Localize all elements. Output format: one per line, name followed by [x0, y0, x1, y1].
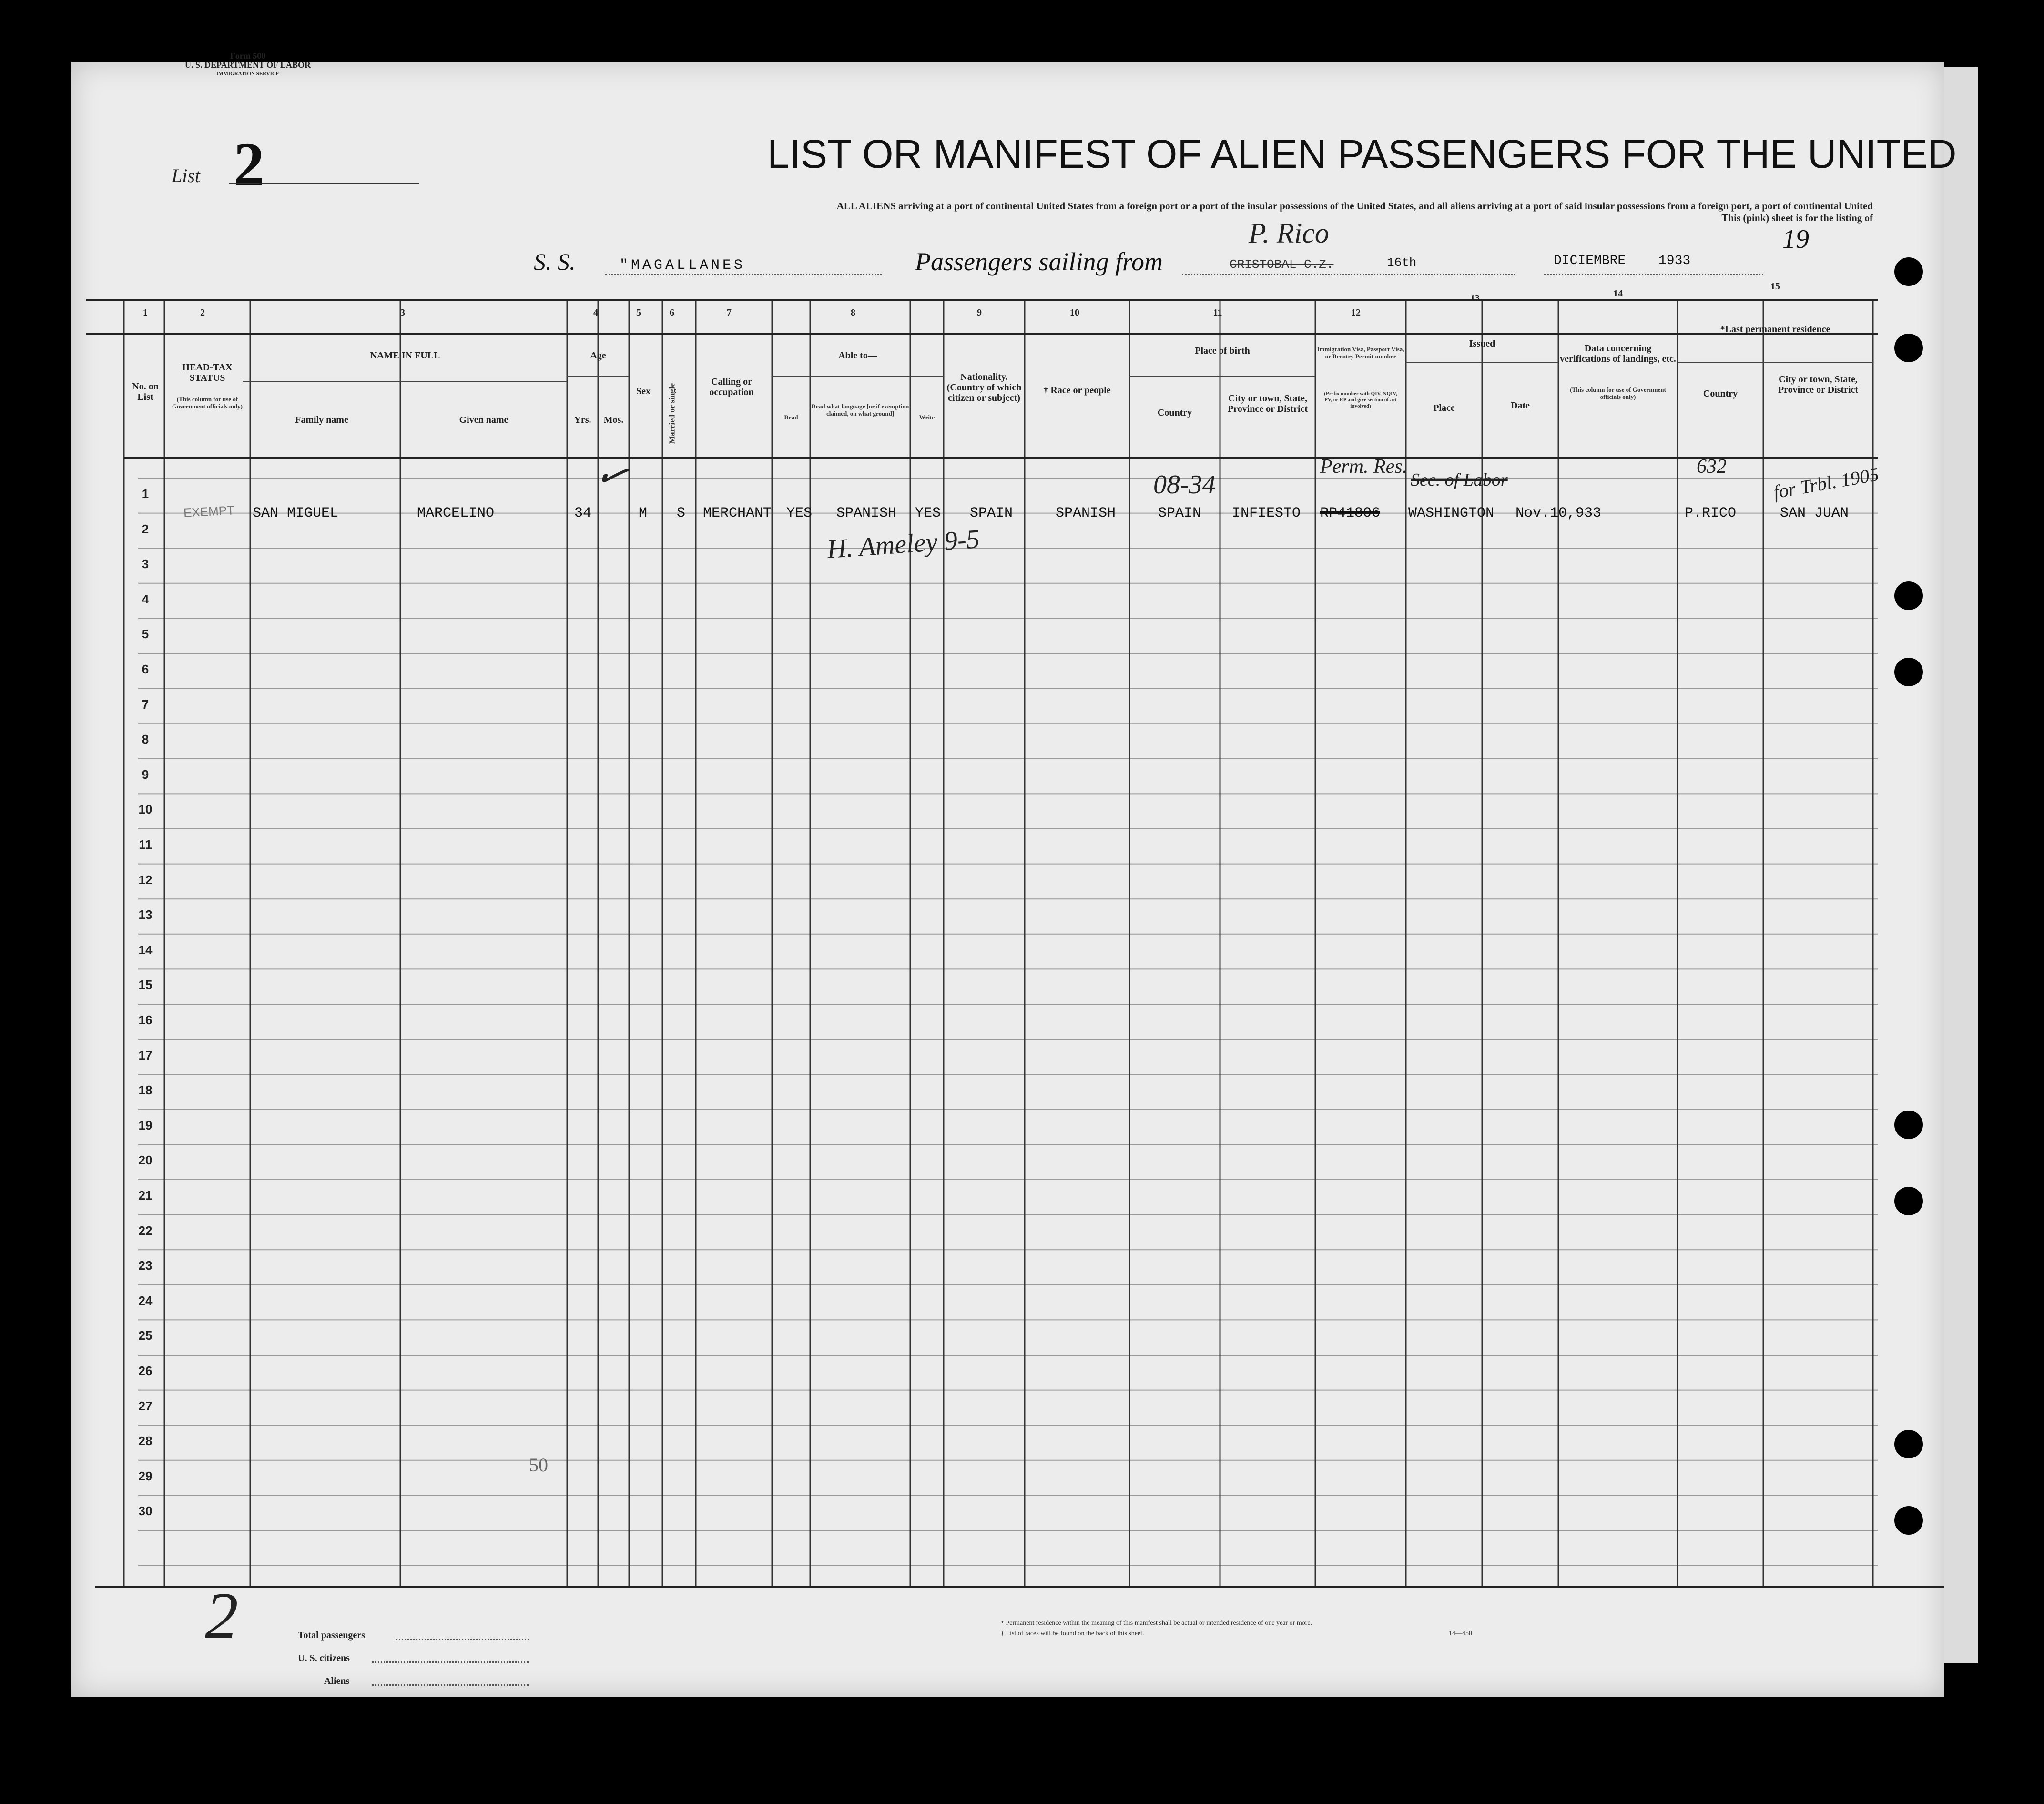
colnum-15: 15: [1770, 281, 1780, 292]
list-number: 2: [234, 130, 264, 199]
punch-hole: [1894, 581, 1923, 610]
birth-city: INFIESTO: [1232, 505, 1301, 521]
sailing-from-label: Passengers sailing from: [915, 247, 1163, 276]
race: SPANISH: [1056, 505, 1116, 521]
can-write: YES: [915, 505, 941, 521]
header-residence-country: Country: [1703, 388, 1738, 399]
colnum-8: 8: [851, 307, 855, 318]
colnum-1: 1: [143, 307, 148, 318]
row-number: 26: [138, 1364, 153, 1378]
colnum-3: 3: [400, 307, 405, 318]
header-married: Married or single: [667, 383, 677, 444]
row-number: 17: [138, 1048, 153, 1062]
birth-country: SPAIN: [1158, 505, 1201, 521]
sailing-year: 1933: [1658, 254, 1691, 268]
header-no-on-list: No. on List: [132, 381, 159, 402]
row-number: 22: [138, 1223, 153, 1238]
header-head-tax-note: (This column for use of Government officials only): [172, 396, 243, 410]
colnum-5: 5: [636, 307, 641, 318]
header-birth-city: City or town, State, Province or District: [1227, 393, 1308, 414]
row-number: 24: [138, 1293, 153, 1308]
visa-annotation: Perm. Res.: [1320, 456, 1408, 478]
header-landings-note: (This column for use of Government officials only): [1570, 386, 1666, 400]
header-visa-note: (Prefix number with QIV, NQIV, PV, or RP and give section of act involved): [1324, 391, 1397, 409]
sailing-day: 16th: [1387, 255, 1417, 270]
footnote-permanent-residence: * Permanent residence within the meaning of this manifest shall be actual or intended residence of one year or more.: [1001, 1620, 1312, 1627]
subtitle-line-2: This (pink) sheet is for the listing of: [1721, 212, 1873, 224]
aliens-line: [372, 1684, 529, 1686]
header-read-language: Read what language [or if exemption claimed, on what ground]: [811, 403, 909, 417]
form-number: Form 500: [230, 51, 266, 61]
row-number: 29: [138, 1468, 153, 1483]
header-place-of-birth: Place of birth: [1195, 346, 1250, 356]
row-number: 27: [138, 1398, 153, 1413]
given-name: MARCELINO: [417, 505, 495, 521]
punch-hole: [1894, 334, 1923, 362]
row-number: 3: [142, 557, 149, 571]
check-mark: ✓: [589, 450, 634, 501]
colnum-6: 6: [670, 307, 674, 318]
header-landings: Data concerning verifications of landings, etc.: [1560, 343, 1676, 364]
row-number: 14: [138, 942, 153, 957]
head-tax-status: EXEMPT: [183, 503, 235, 520]
punch-hole: [1894, 1506, 1923, 1535]
row-number: 8: [142, 732, 149, 747]
punch-hole: [1894, 658, 1923, 686]
row-number: 15: [138, 978, 153, 992]
us-citizens-label: U. S. citizens: [298, 1653, 350, 1663]
header-family-name: Family name: [295, 415, 348, 425]
total-passengers-label: Total passengers: [298, 1630, 365, 1641]
row-number: 19: [138, 1118, 153, 1132]
birth-date-annotation: 08-34: [1153, 470, 1216, 499]
sex: M: [639, 505, 648, 521]
header-residence-city: City or town, State, Province or District: [1778, 374, 1859, 395]
port-handwritten: P. Rico: [1249, 217, 1329, 249]
year-prefix: 19: [1782, 224, 1809, 254]
row-number: 30: [138, 1504, 153, 1519]
header-read: Read: [784, 414, 798, 421]
header-head-tax: HEAD-TAX STATUS: [182, 362, 233, 383]
punch-hole: [1894, 257, 1923, 286]
row-number: 28: [138, 1434, 153, 1448]
list-label: List: [172, 165, 201, 186]
row-number: 25: [138, 1328, 153, 1343]
age-years: 34: [574, 505, 592, 521]
language-annotation: H. Ameley 9-5: [826, 524, 981, 565]
row-number: 5: [142, 627, 149, 642]
row-number: 2: [142, 521, 149, 536]
row-number: 21: [138, 1188, 153, 1203]
sailing-month: DICIEMBRE: [1554, 254, 1626, 268]
header-write: Write: [919, 414, 935, 421]
subtitle-line-1: ALL ALIENS arriving at a port of continental United States from a foreign port or a port of the insular possessions of the United States, and all aliens arriving at a port of said insular possessions from a foreign port, a port of continental United: [836, 200, 1873, 212]
row-number: 1: [142, 487, 149, 501]
row-number: 7: [142, 697, 149, 712]
header-birth-country: Country: [1157, 408, 1192, 418]
header-age: Age: [590, 350, 606, 361]
row-number: 18: [138, 1083, 153, 1098]
header-race: † Race or people: [1043, 385, 1111, 396]
row-number: 20: [138, 1153, 153, 1168]
issued-date: Nov.10,933: [1515, 505, 1602, 521]
colnum-2: 2: [200, 307, 205, 318]
colnum-14: 14: [1613, 288, 1623, 299]
read-language: SPANISH: [836, 505, 897, 521]
colnum-7: 7: [727, 307, 732, 318]
residence-annotation-1: 632: [1697, 456, 1727, 478]
row-number: 9: [142, 767, 149, 782]
punch-hole: [1894, 1430, 1923, 1458]
margin-mark: 2: [205, 1579, 238, 1653]
header-nationality: Nationality. (Country of which citizen or subject): [946, 372, 1022, 403]
row-number: 6: [142, 662, 149, 676]
punch-hole: [1894, 1187, 1923, 1215]
header-calling: Calling or occupation: [709, 377, 754, 397]
colnum-4: 4: [593, 307, 598, 318]
residence-country: P.RICO: [1685, 505, 1737, 521]
residence-annotation-2: for Trbl. 1905: [1771, 463, 1881, 503]
visa-number: RP41806: [1320, 505, 1381, 521]
row-number: 13: [138, 907, 153, 922]
family-name: SAN MIGUEL: [253, 505, 339, 521]
row-number: 23: [138, 1258, 153, 1273]
header-sex: Sex: [636, 386, 651, 397]
colnum-12: 12: [1351, 307, 1361, 318]
department-name: U. S. DEPARTMENT OF LABOR: [184, 60, 311, 70]
colnum-10: 10: [1070, 307, 1079, 318]
header-age-years: Yrs.: [574, 415, 591, 425]
marital-status: S: [677, 505, 686, 521]
colnum-9: 9: [977, 307, 982, 318]
service-name: IMMIGRATION SERVICE: [216, 71, 280, 77]
page-title: LIST OR MANIFEST OF ALIEN PASSENGERS FOR THE UNITED: [767, 132, 1957, 176]
nationality: SPAIN: [970, 505, 1013, 521]
stamp-number: 50: [529, 1454, 548, 1476]
footnote-races: † List of races will be found on the back of this sheet.: [1001, 1630, 1144, 1637]
header-issued-place: Place: [1433, 403, 1455, 413]
row-number: 10: [138, 802, 153, 817]
row-number: 11: [139, 837, 152, 852]
header-name-in-full: NAME IN FULL: [370, 350, 440, 361]
colnum-13: 13: [1470, 293, 1480, 304]
header-visa: Immigration Visa, Passport Visa, or Reentry Permit number: [1317, 346, 1404, 360]
issued-annotation: Sec. of Labor: [1411, 470, 1508, 490]
ss-label: S. S.: [534, 248, 576, 275]
row-number: 4: [142, 591, 149, 606]
us-citizens-line: [372, 1661, 529, 1663]
colnum-11: 11: [1213, 307, 1222, 318]
total-passengers-line: [396, 1639, 529, 1640]
row-number: 12: [138, 872, 153, 887]
ship-name: "MAGALLANES: [620, 257, 746, 274]
form-code: 14—450: [1449, 1630, 1472, 1637]
aliens-label: Aliens: [324, 1676, 350, 1686]
port-typed: CRISTOBAL C.Z.: [1230, 257, 1334, 272]
row-number: 16: [138, 1013, 153, 1027]
header-able-to: Able to—: [838, 350, 877, 361]
header-given-name: Given name: [459, 415, 508, 425]
residence-city: SAN JUAN: [1780, 505, 1849, 521]
header-age-months: Mos.: [603, 415, 624, 425]
header-issued-date: Date: [1511, 400, 1530, 411]
issued-place: WASHINGTON: [1408, 505, 1495, 521]
occupation: MERCHANT: [703, 505, 772, 521]
can-read: YES: [786, 505, 813, 521]
header-issued: Issued: [1469, 338, 1495, 349]
header-last-residence: *Last permanent residence: [1720, 324, 1830, 335]
punch-hole: [1894, 1111, 1923, 1139]
